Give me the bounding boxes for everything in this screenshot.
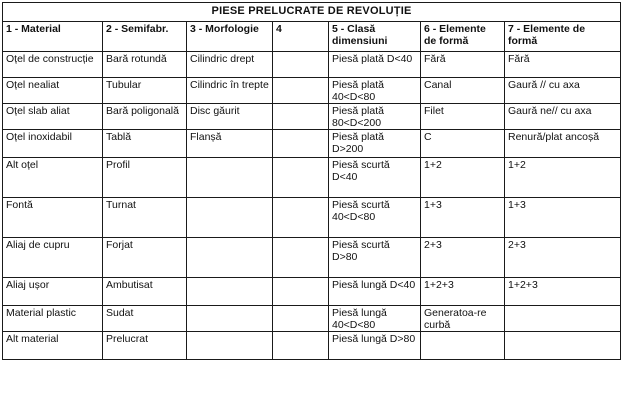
header-semifabricate: 2 - Semifabr. bbox=[103, 22, 187, 52]
cell-semifabricate: Tablă bbox=[103, 130, 187, 158]
cell-morphology: Cilindric drept bbox=[187, 52, 273, 78]
cell-morphology: Disc găurit bbox=[187, 104, 273, 130]
cell-column-4 bbox=[273, 52, 329, 78]
header-column-4: 4 bbox=[273, 22, 329, 52]
cell-morphology: Cilindric în trepte bbox=[187, 78, 273, 104]
cell-material: Oțel slab aliat bbox=[3, 104, 103, 130]
cell-shape-elements-7: Fără bbox=[505, 52, 621, 78]
cell-material: Material plastic bbox=[3, 306, 103, 332]
table-row bbox=[3, 130, 621, 158]
table-row bbox=[3, 52, 621, 78]
header-morphology: 3 - Morfologie bbox=[187, 22, 273, 52]
cell-shape-elements-7: 1+3 bbox=[505, 198, 621, 238]
table-row bbox=[3, 198, 621, 238]
cell-morphology bbox=[187, 306, 273, 332]
cell-morphology: Flanșă bbox=[187, 130, 273, 158]
cell-shape-elements-6: 2+3 bbox=[421, 238, 505, 278]
cell-column-4 bbox=[273, 306, 329, 332]
cell-column-4 bbox=[273, 130, 329, 158]
header-dimension-class: 5 - Clasă dimensiuni bbox=[329, 22, 421, 52]
cell-morphology bbox=[187, 198, 273, 238]
table-row bbox=[3, 332, 621, 360]
cell-shape-elements-7: 1+2+3 bbox=[505, 278, 621, 306]
cell-dimension-class: Piesă scurtă D>80 bbox=[329, 238, 421, 278]
cell-shape-elements-7 bbox=[505, 332, 621, 360]
cell-material: Aliaj de cupru bbox=[3, 238, 103, 278]
cell-morphology bbox=[187, 332, 273, 360]
table-row bbox=[3, 306, 621, 332]
cell-dimension-class: Piesă lungă 40<D<80 bbox=[329, 306, 421, 332]
cell-semifabricate: Profil bbox=[103, 158, 187, 198]
table-title: PIESE PRELUCRATE DE REVOLUȚIE bbox=[3, 3, 621, 22]
cell-morphology bbox=[187, 158, 273, 198]
cell-shape-elements-7 bbox=[505, 306, 621, 332]
cell-semifabricate: Prelucrat bbox=[103, 332, 187, 360]
cell-material: Alt material bbox=[3, 332, 103, 360]
cell-dimension-class: Piesă scurtă 40<D<80 bbox=[329, 198, 421, 238]
cell-shape-elements-6: Generatoa-re curbă bbox=[421, 306, 505, 332]
cell-shape-elements-6: 1+2 bbox=[421, 158, 505, 198]
revolution-parts-table-sheet bbox=[2, 2, 620, 412]
cell-shape-elements-6: 1+3 bbox=[421, 198, 505, 238]
cell-shape-elements-6: Canal bbox=[421, 78, 505, 104]
cell-material: Oțel nealiat bbox=[3, 78, 103, 104]
table-row bbox=[3, 78, 621, 104]
cell-semifabricate: Tubular bbox=[103, 78, 187, 104]
cell-material: Oțel de construcție bbox=[3, 52, 103, 78]
cell-shape-elements-7: Renură/plat ancoșă bbox=[505, 130, 621, 158]
cell-semifabricate: Turnat bbox=[103, 198, 187, 238]
table-row bbox=[3, 278, 621, 306]
cell-shape-elements-6 bbox=[421, 332, 505, 360]
cell-morphology bbox=[187, 238, 273, 278]
cell-dimension-class: Piesă plată D>200 bbox=[329, 130, 421, 158]
cell-material: Oțel inoxidabil bbox=[3, 130, 103, 158]
cell-material: Alt oțel bbox=[3, 158, 103, 198]
cell-semifabricate: Ambutisat bbox=[103, 278, 187, 306]
cell-material: Fontă bbox=[3, 198, 103, 238]
cell-shape-elements-6: Fără bbox=[421, 52, 505, 78]
revolution-parts-table bbox=[2, 2, 621, 360]
cell-shape-elements-7: 2+3 bbox=[505, 238, 621, 278]
cell-column-4 bbox=[273, 78, 329, 104]
table-row bbox=[3, 158, 621, 198]
cell-column-4 bbox=[273, 158, 329, 198]
table-row bbox=[3, 104, 621, 130]
cell-shape-elements-7: 1+2 bbox=[505, 158, 621, 198]
cell-semifabricate: Bară poligonală bbox=[103, 104, 187, 130]
cell-dimension-class: Piesă plată 40<D<80 bbox=[329, 78, 421, 104]
cell-semifabricate: Forjat bbox=[103, 238, 187, 278]
cell-shape-elements-6: Filet bbox=[421, 104, 505, 130]
header-shape-elements-6: 6 - Elemente de formă bbox=[421, 22, 505, 52]
cell-column-4 bbox=[273, 104, 329, 130]
header-material: 1 - Material bbox=[3, 22, 103, 52]
cell-dimension-class: Piesă lungă D<40 bbox=[329, 278, 421, 306]
cell-morphology bbox=[187, 278, 273, 306]
cell-column-4 bbox=[273, 238, 329, 278]
header-shape-elements-7: 7 - Elemente de formă bbox=[505, 22, 621, 52]
cell-shape-elements-7: Gaură // cu axa bbox=[505, 78, 621, 104]
cell-material: Aliaj ușor bbox=[3, 278, 103, 306]
cell-column-4 bbox=[273, 278, 329, 306]
cell-semifabricate: Sudat bbox=[103, 306, 187, 332]
cell-dimension-class: Piesă plată 80<D<200 bbox=[329, 104, 421, 130]
cell-shape-elements-7: Gaură ne// cu axa bbox=[505, 104, 621, 130]
cell-column-4 bbox=[273, 332, 329, 360]
cell-dimension-class: Piesă scurtă D<40 bbox=[329, 158, 421, 198]
cell-dimension-class: Piesă plată D<40 bbox=[329, 52, 421, 78]
table-row bbox=[3, 238, 621, 278]
cell-shape-elements-6: C bbox=[421, 130, 505, 158]
cell-dimension-class: Piesă lungă D>80 bbox=[329, 332, 421, 360]
cell-shape-elements-6: 1+2+3 bbox=[421, 278, 505, 306]
cell-column-4 bbox=[273, 198, 329, 238]
cell-semifabricate: Bară rotundă bbox=[103, 52, 187, 78]
